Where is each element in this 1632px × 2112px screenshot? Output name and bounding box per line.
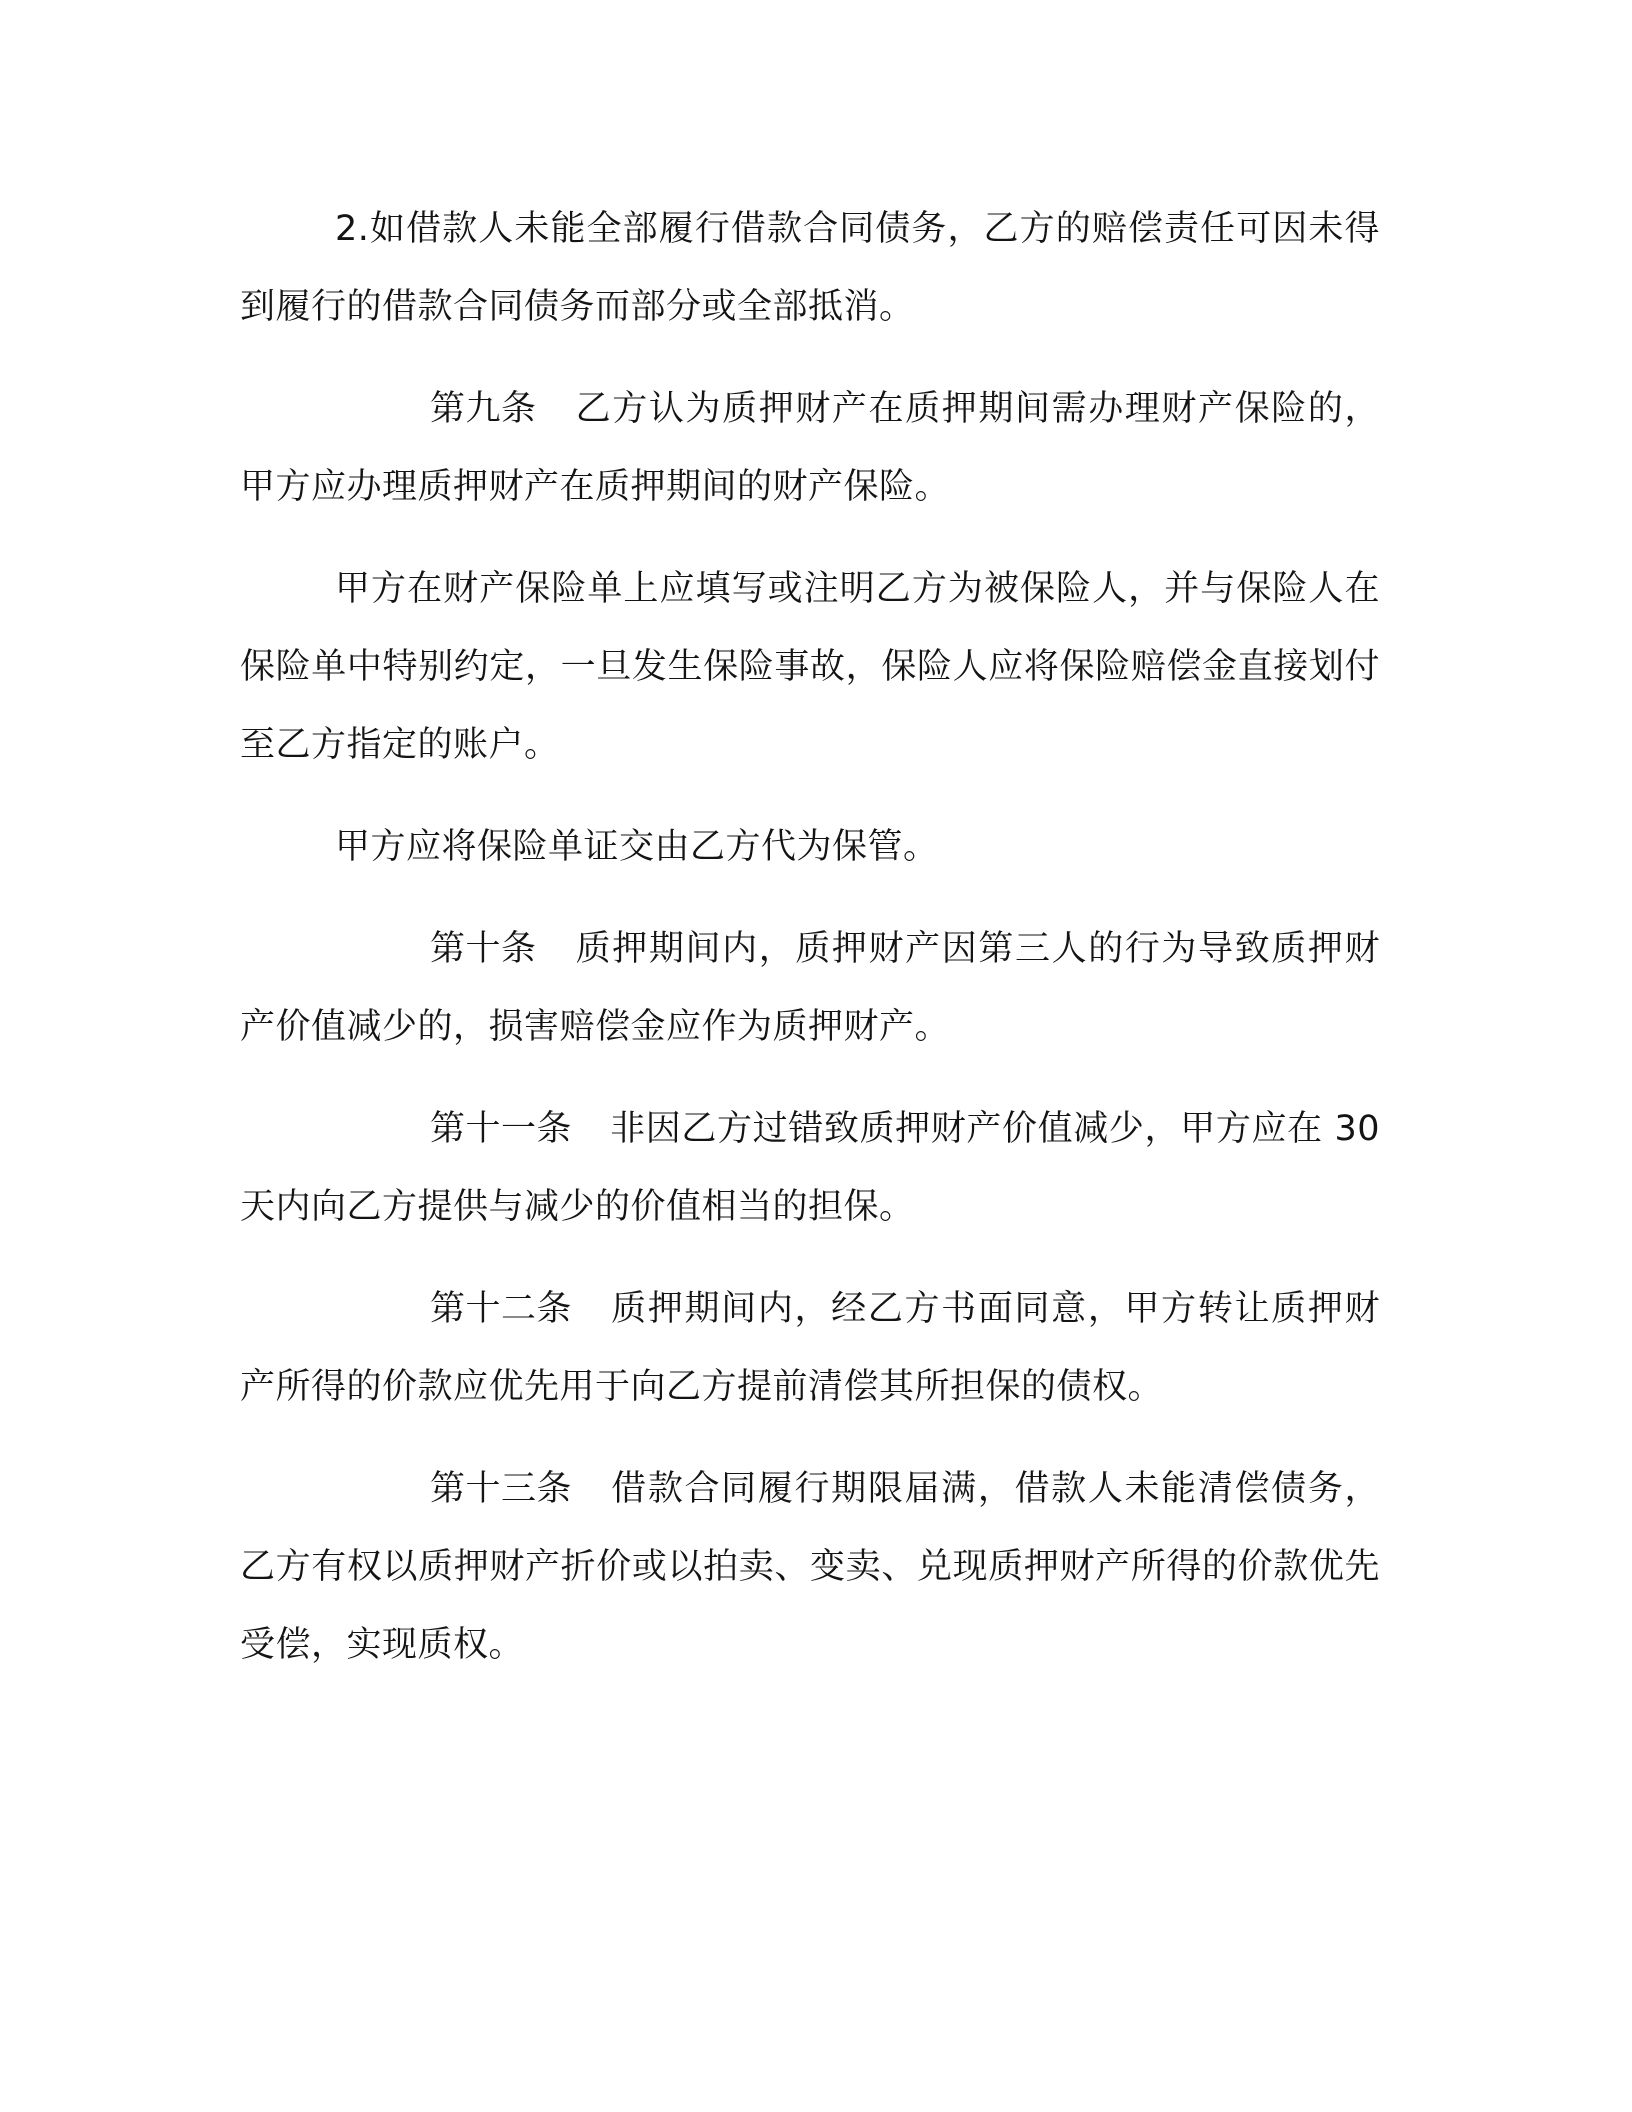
paragraph-text: 乙方认为质押财产在质押期间需办理财产保险的，甲方应办理质押财产在质押期间的财产保险。 <box>240 389 1380 507</box>
article-number: 第十三条 <box>430 1469 573 1509</box>
paragraph-article-10 <box>240 910 1380 1066</box>
paragraph-article-12 <box>240 1270 1380 1426</box>
paragraph-article-13 <box>240 1450 1380 1684</box>
paragraph-text: 非因乙方过错致质押财产价值减少，甲方应在 30 天内向乙方提供与减少的价值相当的担保。 <box>240 1109 1380 1227</box>
article-number: 第十一条 <box>430 1109 573 1149</box>
article-number: 第十条 <box>430 929 537 969</box>
paragraph-text: 质押期间内，质押财产因第三人的行为导致质押财产价值减少的，损害赔偿金应作为质押财产。 <box>240 929 1380 1047</box>
paragraph-insurance-beneficiary <box>240 550 1380 784</box>
paragraph-article-11 <box>240 1090 1380 1246</box>
document-body <box>240 190 1380 1708</box>
paragraph-text: 质押期间内，经乙方书面同意，甲方转让质押财产所得的价款应优先用于向乙方提前清偿其所担保的债权。 <box>240 1289 1380 1407</box>
paragraph-text: 2.如借款人未能全部履行借款合同债务，乙方的赔偿责任可因未得到履行的借款合同债务而部分或全部抵消。 <box>240 209 1380 327</box>
paragraph-text: 甲方应将保险单证交由乙方代为保管。 <box>335 827 939 867</box>
paragraph-insurance-custody <box>240 808 1380 886</box>
paragraph-article-9 <box>240 370 1380 526</box>
article-number: 第九条 <box>430 389 537 429</box>
paragraph-compensation-offset <box>240 190 1380 346</box>
article-number: 第十二条 <box>430 1289 573 1329</box>
paragraph-text: 甲方在财产保险单上应填写或注明乙方为被保险人，并与保险人在保险单中特别约定，一旦发生保险事故，保险人应将保险赔偿金直接划付至乙方指定的账户。 <box>240 569 1380 765</box>
paragraph-text: 借款合同履行期限届满，借款人未能清偿债务，乙方有权以质押财产折价或以拍卖、变卖、兑现质押财产所得的价款优先受偿，实现质权。 <box>240 1469 1380 1665</box>
